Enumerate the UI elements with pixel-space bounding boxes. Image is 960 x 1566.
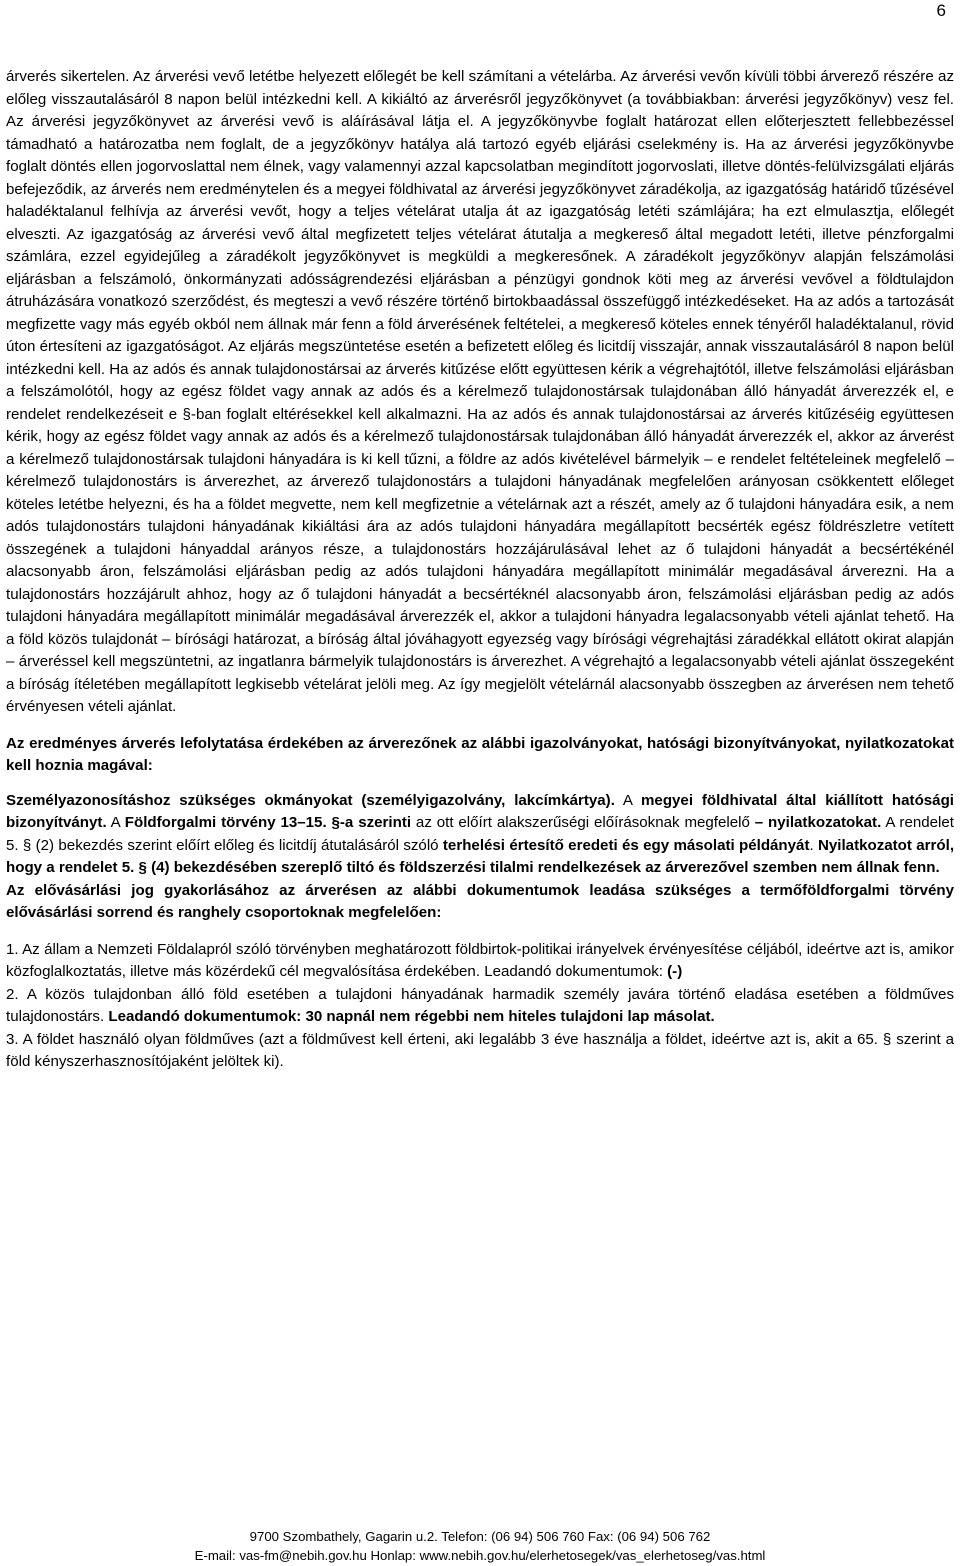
- footer-address: 9700 Szombathely, Gagarin u.2. Telefon: (06 94) 506 760 Fax: (06 94) 506 762: [249, 1529, 711, 1544]
- req-bold-5: terhelési értesítő eredeti és egy másolati példányát: [442, 836, 810, 854]
- req-text-5: .: [809, 836, 818, 854]
- list-item-2-bold: Leadandó dokumentumok: 30 napnál nem régebbi nem hiteles tulajdoni lap másolat.: [108, 1008, 715, 1025]
- req-bold-2: megyei földhivatal által kiállított hatósági bizonyítványt.: [6, 791, 954, 831]
- heading-preemption-documents: Az elővásárlási jog gyakorlásához az árverésen az alábbi dokumentumok leadása szükséges a termőföldforgalmi törvény elővásárlási sorrend és ranghely csoportoknak megfelelően:: [6, 881, 954, 921]
- list-item-1-text: 1. Az állam a Nemzeti Földalapról szóló törvényben meghatározott földbirtok-politikai irányelvek érvényesítése céljából, ideértve azt is, amikor közfoglalkoztatás, illetve más közérdekű cél megvalósítása érdekében. Leadandó dokumentumok:: [6, 940, 954, 980]
- heading-required-documents: Az eredményes árverés lefolytatása érdekében az árverezőnek az alábbi igazolványokat, hatósági bizonyítványokat, nyilatkozatokat kell hoznia magával:: [6, 734, 954, 774]
- list-item-2-text: 2. A közös tulajdonban álló föld esetében a tulajdoni hányadának harmadik személy javára történő eladása esetében a földműves tulajdonostárs.: [6, 985, 954, 1025]
- req-bold-6: Nyilatkozatot arról, hogy a rendelet 5. § (4) bekezdésében szereplő tiltó és földszerzési tilalmi rendelkezések az árverezővel szemben nem állnak fenn.: [6, 836, 955, 876]
- footer-contact: E-mail: vas-fm@nebih.gov.hu Honlap: www.nebih.gov.hu/elerhetosegek/vas_elerhetoseg/vas.html: [194, 1548, 766, 1563]
- req-text-3: az ott előírt alakszerűségi előírásoknak megfelelő: [411, 814, 755, 831]
- req-bold-1: Személyazonosításhoz szükséges okmányokat (személyigazolvány, lakcímkártya).: [6, 791, 615, 809]
- document-body: [6, 66, 954, 1074]
- req-text-2: A: [106, 814, 125, 831]
- page-number: 6: [936, 1, 946, 20]
- paragraph-required-items: [6, 790, 954, 880]
- req-bold-3: Földforgalmi törvény 13–15. §-a szerinti: [124, 814, 412, 831]
- list-item-1-bold: (-): [667, 963, 683, 980]
- req-text-1: A: [614, 791, 641, 809]
- req-text-4: A rendelet 5. § (2) bekezdés szerint előírt előleg és licitdíj átutalásáról szóló: [6, 814, 954, 854]
- list-item-2: [6, 984, 954, 1029]
- paragraph-auction-procedure: árverés sikertelen. Az árverési vevő letétbe helyezett előlegét be kell számítani a vételárba. Az árverési vevőn kívüli többi árverező részére az előleg visszautalásáról 8 napon belül intézkedni kell. A kikiáltó az árverésről jegyzőkönyvet (a továbbiakban: árverési jegyzőkönyv) vesz fel. Az árverési jegyzőkönyvet az árverési vevő is aláírásával látja el. A jegyzőkönyvbe foglalt határozat ellen előterjesztett fellebbezéssel támadható a határozatba nem foglalt, de a jegyzőkönyv hatálya alá tartozó egyéb eljárási cselekmény is. Ha az árverési jegyzőkönyvbe foglalt döntés ellen jogorvoslattal nem élnek, vagy valamennyi azzal kapcsolatban megindított jogorvoslati, illetve döntés-felülvizsgálati eljárás befejeződik, az árverés nem eredménytelen és a megyei földhivatal az árverési jegyzőkönyvet záradékolja, az igazgatóság határidő tűzésével haladéktalanul felhívja az árverési vevőt, hogy a teljes vételárat utalja át az igazgatóság letéti számlájára; ha ezt elmulasztja, előlegét elveszti. Az igazgatóság az árverési vevő által megfizetett teljes vételárat átutalja a megkereső által megadott letéti, illetve pénzforgalmi számlára, ezzel egyidejűleg a záradékolt jegyzőkönyvet is megküldi a megkeresőnek. A záradékolt jegyzőkönyv alapján felszámolási eljárásban a felszámoló, önkormányzati adósságrendezési eljárásban a pénzügyi gondnok köti meg az árverési vevővel a földtulajdon átruházására vonatkozó szerződést, és megteszi a vevő részére történő birtokbaadással összefüggő intézkedéseket. Ha az adós a tartozását megfizette vagy más egyéb okból nem állnak már fenn a föld árverésének feltételei, a megkereső köteles ennek tényéről haladéktalanul, rövid úton értesíteni az igazgatóságot. Az eljárás megszüntetése esetén a befizetett előleg és licitdíj visszajár, annak visszautalásáról 8 napon belül intézkedni kell. Ha az adós és annak tulajdonostársai az árverés kitűzése előtt együttesen kérik a végrehajtótól, illetve felszámolási eljárásban a felszámolótól, hogy az egész földet vagy annak az adós és a kérelmező tulajdonostársak tulajdonában álló hányadát árverezzék el, e rendelet rendelkezéseit e §-ban foglalt eltérésekkel kell alkalmazni. Ha az adós és annak tulajdonostársai az árverés kitűzéséig együttesen kérik, hogy az egész földet vagy annak az adós és a kérelmező tulajdonostársak tulajdonában álló hányadát árverezzék el, akkor az árverést a kérelmező tulajdonostársak tulajdoni hányadára is ki kell tűzni, a földre az adós kivételével bármelyik – e rendelet feltételeinek megfelelő – kérelmező tulajdonostárs is árverezhet, az árverező tulajdonostárs a tulajdoni hányadának megfelelően arányosan csökkentett előleget köteles letétbe helyezni, és ha a földet megvette, nem kell megfizetnie a vételárnak azt a részét, amely az ő tulajdoni hányadára esik, a nem adós tulajdonostárs tulajdoni hányadának kikiáltási ára az adós tulajdoni hányadára megállapított becsérték egész földrészletre vetített összegének a tulajdoni hányaddal arányos része, a tulajdonostárs hozzájárulásával lehet az ő tulajdoni hányadát a becsértékénél alacsonyabb áron, felszámolási eljárásban pedig az adós tulajdoni hányadára megállapított minimálár megadásával árverezni. Ha a tulajdonostárs hozzájárult ahhoz, hogy az ő tulajdoni hányadát a becsértéknél alacsonyabb áron, felszámolási eljárásban pedig az adós tulajdoni hányadára megállapított minimálár megadásával árverezzék el, akkor a tulajdoni hányadra legalacsonyabb vételi ajánlat tehető. Ha a föld közös tulajdonát – bírósági határozat, a bíróság által jóváhagyott egyezség vagy bírósági végrehajtási záradékkal ellátott okirat alapján – árveréssel kell megszüntetni, az ingatlanra bármelyik tulajdonostárs is árverezhet. A végrehajtó a legalacsonyabb vételi ajánlat összegeként a bíróság ítéletében megállapított legkisebb vételárat jelöli meg. Az így megjelölt vételárnál alacsonyabb összegben az árverésen nem tehető érvényesen vételi ajánlat.: [6, 68, 954, 715]
- list-item-1: [6, 939, 954, 984]
- req-bold-4: – nyilatkozatokat.: [754, 814, 882, 831]
- list-item-3: 3. A földet használó olyan földműves (azt a földművest kell érteni, aki legalább 3 éve használja a földet, ideértve azt is, akit a 65. § szerint a föld kényszerhasznosítójaként jelöltek ki).: [6, 1030, 954, 1070]
